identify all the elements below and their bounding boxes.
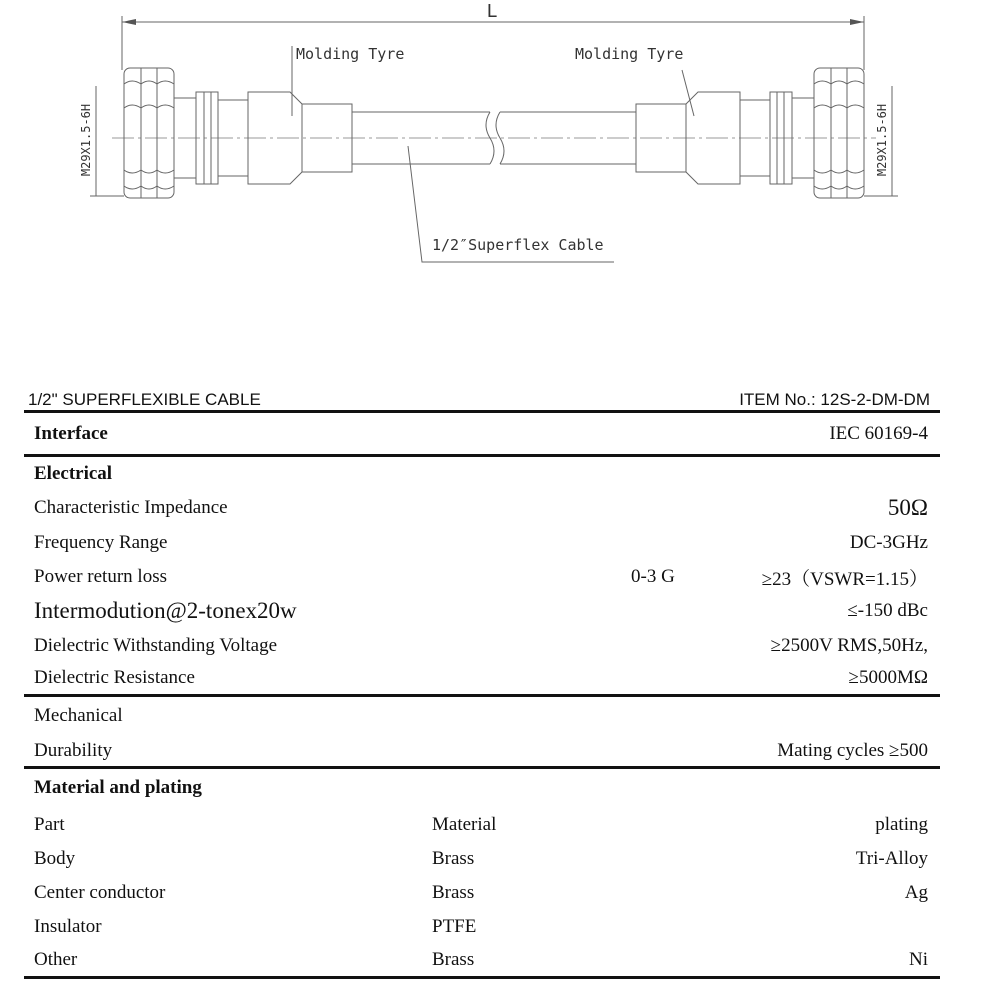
part-cell: Center conductor [34, 882, 166, 904]
material-cell: Brass [432, 847, 475, 869]
table-row [24, 910, 940, 944]
item-number: ITEM No.: 12S-2-DM-DM [739, 390, 930, 409]
return-loss-value: ≥23（VSWR=1.15） [761, 568, 928, 590]
return-loss-row [24, 560, 940, 594]
impedance-label: Characteristic Impedance [34, 497, 228, 519]
length-label: L [486, 1, 498, 22]
impedance-row [24, 491, 940, 525]
material-column-header: Material [432, 813, 497, 835]
voltage-value: ≥2500V RMS,50Hz, [770, 634, 928, 656]
plating-column-header: plating [875, 813, 928, 835]
durability-row [24, 735, 940, 769]
spec-table [24, 380, 940, 979]
cable-label: 1/2″Superflex Cable [432, 236, 604, 254]
electrical-heading: Electrical [34, 463, 113, 485]
table-row [24, 842, 940, 876]
plating-cell: Ni [909, 949, 928, 971]
molding-tyre-right-label: Molding Tyre [575, 45, 684, 63]
mechanical-heading: Mechanical [34, 705, 123, 727]
material-cell: Brass [432, 882, 475, 904]
table-row [24, 945, 940, 979]
plating-cell: Ag [904, 882, 928, 904]
material-heading: Material and plating [34, 777, 202, 799]
material-header-row [24, 807, 940, 841]
resistance-value: ≥5000MΩ [848, 667, 928, 689]
electrical-heading-row [24, 457, 940, 491]
table-row [24, 876, 940, 910]
right-connector [500, 68, 864, 198]
left-connector [124, 68, 490, 198]
spec-header [24, 380, 940, 413]
part-cell: Body [34, 847, 76, 869]
part-column-header: Part [34, 813, 65, 835]
material-cell: Brass [432, 949, 475, 971]
mechanical-heading-row [24, 697, 940, 735]
voltage-label: Dielectric Withstanding Voltage [34, 634, 278, 656]
interface-value: IEC 60169-4 [829, 422, 928, 444]
return-loss-label: Power return loss [34, 566, 167, 588]
intermod-label: Intermodution@2-tonex20w [34, 598, 297, 624]
thread-left-label: M29X1.5-6H [79, 103, 93, 177]
cable-assembly-drawing [0, 0, 988, 290]
voltage-row [24, 628, 940, 662]
interface-row [24, 413, 940, 457]
durability-value: Mating cycles ≥500 [777, 739, 928, 761]
frequency-row [24, 526, 940, 560]
resistance-label: Dielectric Resistance [34, 667, 195, 689]
thread-right-label: M29X1.5-6H [875, 103, 889, 177]
frequency-label: Frequency Range [34, 531, 168, 553]
material-heading-row [24, 769, 940, 807]
molding-tyre-left-label: Molding Tyre [296, 45, 405, 63]
part-cell: Other [34, 949, 78, 971]
material-cell: PTFE [432, 916, 477, 938]
intermod-value: ≤-150 dBc [847, 600, 928, 622]
frequency-value: DC-3GHz [849, 531, 928, 553]
intermod-row [24, 594, 940, 628]
part-cell: Insulator [34, 916, 102, 938]
return-loss-range: 0-3 G [631, 566, 675, 588]
plating-cell: Tri-Alloy [855, 847, 928, 869]
impedance-value: 50Ω [887, 495, 928, 521]
resistance-row [24, 663, 940, 697]
durability-label: Durability [34, 739, 113, 761]
spec-title: 1/2" SUPERFLEXIBLE CABLE [28, 390, 261, 409]
interface-label: Interface [34, 422, 108, 444]
